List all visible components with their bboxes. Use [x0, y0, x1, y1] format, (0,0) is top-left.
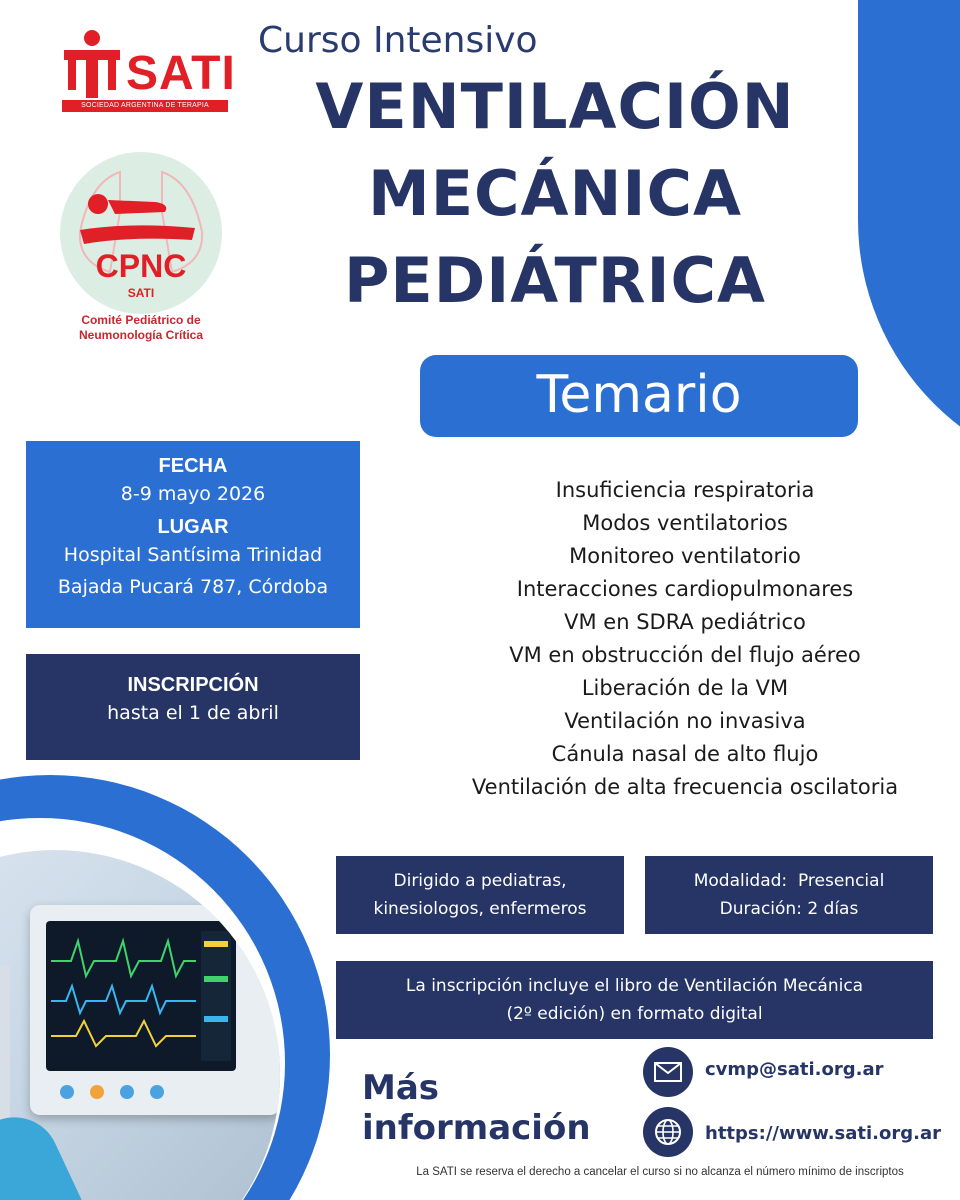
topic-item: Liberación de la VM: [581, 676, 789, 700]
fecha-value: 8-9 mayo 2026: [120, 483, 266, 505]
audience-box: [336, 856, 624, 934]
inscripcion-value: hasta el 1 de abril: [107, 702, 279, 724]
lugar-line1: Hospital Santísima Trinidad: [63, 544, 323, 566]
topic-item: Ventilación no invasiva: [564, 709, 806, 733]
lugar-label: LUGAR: [157, 516, 229, 538]
topic-item: Monitoreo ventilatorio: [569, 544, 801, 568]
duration-line: Duración: 2 días: [719, 899, 859, 919]
globe-icon: [643, 1107, 693, 1157]
book-line1: La inscripción incluye el libro de Ventilación Mecánica: [405, 976, 864, 996]
topic-item: VM en obstrucción del flujo aéreo: [509, 643, 861, 667]
topic-item: Modos ventilatorios: [582, 511, 788, 535]
monitor-knob: [90, 1085, 104, 1099]
envelope-icon: [643, 1047, 693, 1097]
monitor-knob: [120, 1085, 134, 1099]
topic-item: Insuficiencia respiratoria: [555, 478, 815, 502]
sati-full-name: SOCIEDAD ARGENTINA DE TERAPIA INTENSIVA: [62, 100, 228, 112]
modality-line1: Modalidad: Presencial: [693, 871, 885, 891]
decorative-blue-blob: [858, 0, 960, 480]
gloved-hand: [0, 1103, 95, 1200]
topic-item: VM en SDRA pediátrico: [564, 610, 806, 634]
monitor-screen: [46, 921, 236, 1071]
topics-list: [400, 474, 960, 804]
waveform-graphic: [46, 921, 236, 1071]
topic-item: Interacciones cardiopulmonares: [516, 577, 854, 601]
more-info-line2: información: [362, 1108, 591, 1148]
topic-item: Cánula nasal de alto flujo: [551, 742, 819, 766]
audience-line1: Dirigido a pediatras,: [393, 871, 567, 891]
monitor-device: [30, 905, 280, 1115]
title-line-2: MECÁNICA: [368, 157, 742, 230]
audience-line2: kinesiologos, enfermeros: [373, 899, 587, 919]
book-line2: (2º edición) en formato digital: [506, 1004, 763, 1024]
sati-emblem-icon: [62, 28, 126, 100]
email-link[interactable]: cvmp@sati.org.ar: [705, 1059, 884, 1080]
registration-box: [26, 654, 360, 760]
inscripcion-label: INSCRIPCIÓN: [127, 674, 259, 696]
course-subtitle: Curso Intensivo: [258, 20, 538, 61]
cpnc-wordmark: CPNC: [95, 248, 187, 284]
sati-wordmark: SATI: [126, 47, 236, 100]
title-line-3: PEDIÁTRICA: [343, 244, 767, 317]
cpnc-caption: [56, 313, 226, 343]
monitor-knob: [60, 1085, 74, 1099]
cpnc-caption-line1: Comité Pediátrico de: [81, 313, 201, 327]
topic-item: Ventilación de alta frecuencia oscilatoria: [471, 775, 899, 799]
more-info-line1: Más: [362, 1068, 440, 1108]
fecha-label: FECHA: [158, 455, 228, 477]
more-info-heading: [362, 1068, 591, 1148]
cpnc-sati-label: SATI: [127, 286, 155, 300]
lugar-line2: Bajada Pucará 787, Córdoba: [57, 576, 329, 598]
monitor-knob: [150, 1085, 164, 1099]
title-line-1: VENTILACIÓN: [315, 70, 795, 143]
book-info-box: [336, 961, 933, 1039]
modality-box: [645, 856, 933, 934]
cpnc-caption-line2: Neumonología Crítica: [78, 328, 203, 342]
date-location-box: [26, 441, 360, 628]
website-link[interactable]: https://www.sati.org.ar: [705, 1123, 942, 1144]
disclaimer-text: La SATI se reserva el derecho a cancelar el curso si no alcanza el número mínimo de inscriptos: [416, 1166, 904, 1178]
temario-heading: Temario: [420, 355, 858, 437]
